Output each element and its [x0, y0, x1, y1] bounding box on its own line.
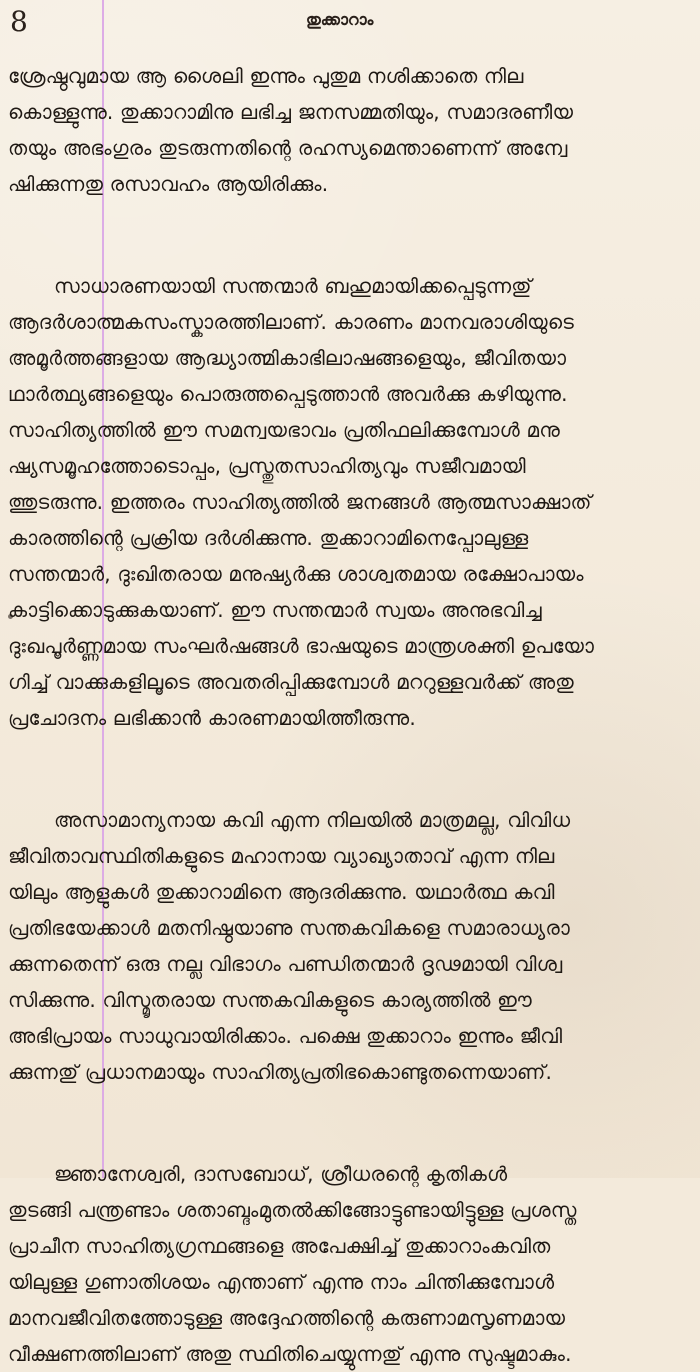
- text-line: അഭിപ്രായം സാധുവായിരിക്കാം. പക്ഷെ തുക്കാറാം ഇന്നും ജീവി: [8, 1024, 563, 1048]
- text-line: കാരത്തിന്റെ പ്രക്രിയ ദർശിക്കുന്നു. തുക്കാറാമിനെപ്പോലുള്ള: [8, 526, 529, 550]
- text-line: ത്തുടരുന്നു. ഇത്തരം സാഹിത്യത്തിൽ ജനങ്ങൾ ആത്മസാക്ഷാത്: [8, 490, 592, 514]
- paragraph-1: [8, 58, 692, 202]
- running-header-title: തുക്കാറാം: [306, 10, 374, 29]
- paragraph-4: [8, 1156, 692, 1372]
- text-line: തയും അഭംഗുരം തുടരുന്നതിന്റെ രഹസ്യമെന്താണെന്ന് അന്വേ: [8, 136, 568, 160]
- text-line: പ്രചോദനം ലഭിക്കാൻ കാരണമായിത്തീരുന്നു.: [8, 706, 416, 730]
- text-line: വീക്ഷണത്തിലാണ് അതു സ്ഥിതിചെയ്യുന്നതു് എന്നു സുഷ്ടമാകും.: [8, 1342, 572, 1366]
- text-line: കൊള്ളുന്നു. തുക്കാറാമിനു ലഭിച്ച ജനസമ്മതിയും, സമാദരണീയ: [8, 100, 574, 124]
- text-line: ശ്രേഷ്ഠവുമായ ആ ശൈലി ഇന്നും പുതുമ നശിക്കാതെ നില: [8, 64, 524, 88]
- text-line: ക്കുന്നതെന്ന് ഒരു നല്ല വിഭാഗം പണ്ഡിതന്മാർ ദൃഢമായി വിശ്വ: [8, 952, 563, 976]
- text-line: ദുഃഖപൂർണ്ണമായ സംഘർഷങ്ങൾ ഭാഷയുടെ മാന്ത്രശക്തി ഉപയോ: [8, 634, 595, 658]
- text-line: മാനവജീവിതത്തോടുള്ള അദ്ദേഹത്തിന്റെ കരുണാമസൃണമായ: [8, 1306, 566, 1330]
- document-body: [8, 58, 692, 1372]
- text-line: സന്തന്മാർ, ദുഃഖിതരായ മനുഷ്യർക്കു ശാശ്വതമായ രക്ഷോപായം: [8, 562, 584, 586]
- text-line: ക്കുന്നതു് പ്രധാനമായും സാഹിത്യപ്രതിഭകൊണ്ടുതന്നെയാണ്.: [8, 1060, 553, 1084]
- text-line: ഷ്യസമൂഹത്തോടൊപ്പം, പ്രസ്തുതസാഹിത്യവും സജീവമായി: [8, 454, 526, 478]
- text-line: സാഹിത്യത്തിൽ ഈ സമന്വയഭാവം പ്രതിഫലിക്കുമ്പോൾ മനു: [8, 418, 560, 442]
- text-line: ആദർശാത്മകസംസ്കാരത്തിലാണ്. കാരണം മാനവരാശിയുടെ: [8, 310, 575, 334]
- text-line: പ്രതിഭയേക്കാൾ മതനിഷ്ഠയാണു സന്തകവികളെ സമാരാധ്യരാ: [8, 916, 570, 940]
- text-line: അസാമാന്യനായ കവി എന്ന നിലയിൽ മാത്രമല്ല, വിവിധ: [54, 808, 571, 832]
- text-line: പ്രാചീന സാഹിത്യഗ്രന്ഥങ്ങളെ അപേക്ഷിച്ച് തുക്കാറാംകവിത: [8, 1234, 551, 1258]
- text-line: ജീവിതാവസ്ഥിതികളുടെ മഹാനായ വ്യാഖ്യാതാവ് എന്ന നില: [8, 844, 555, 868]
- text-line: തുടങ്ങി പന്ത്രണ്ടാം ശതാബ്ദംമുതൽക്കിങ്ങോട്ടുണ്ടായിട്ടുള്ള പ്രശസ്ത: [8, 1198, 577, 1222]
- text-line: അമൂർത്തങ്ങളായ ആദ്ധ്യാത്മികാഭിലാഷങ്ങളെയും, ജീവിതയാ: [8, 346, 567, 370]
- page-number: 8: [10, 5, 28, 38]
- text-line: ഷിക്കുന്നതു രസാവഹം ആയിരിക്കും.: [8, 172, 329, 196]
- text-line: കാട്ടിക്കൊടുക്കുകയാണ്. ഈ സന്തന്മാർ സ്വയം അനുഭവിച്ച: [8, 598, 542, 622]
- text-line: ജ്ഞാനേശ്വരി, ദാസബോധ്, ശ്രീധരന്റെ കൃതികൾ: [54, 1162, 508, 1186]
- paragraph-3: [8, 802, 692, 1090]
- text-line: സിക്കുന്നു. വിസ്മൃതരായ സന്തകവികളുടെ കാര്യത്തിൽ ഈ: [8, 988, 532, 1012]
- text-line: യിലും ആളുകൾ തുക്കാറാമിനെ ആദരിക്കുന്നു. യഥാർത്ഥ കവി: [8, 880, 555, 904]
- text-line: ഗിച്ച് വാക്കുകളിലൂടെ അവതരിപ്പിക്കുമ്പോൾ മററുള്ളവർക്ക് അതു: [8, 670, 574, 694]
- text-line: സാധാരണയായി സന്തന്മാർ ബഹുമായിക്കപ്പെടുന്നതു്: [54, 274, 532, 298]
- text-line: ഥാർത്ഥ്യങ്ങളെയും പൊരുത്തപ്പെടുത്താൻ അവർക്കു കഴിയുന്നു.: [8, 382, 568, 406]
- paragraph-2: [8, 268, 692, 736]
- text-line: യിലുള്ള ഗുണാതിശയം എന്താണ് എന്നു നാം ചിന്തിക്കുമ്പോൾ: [8, 1270, 555, 1294]
